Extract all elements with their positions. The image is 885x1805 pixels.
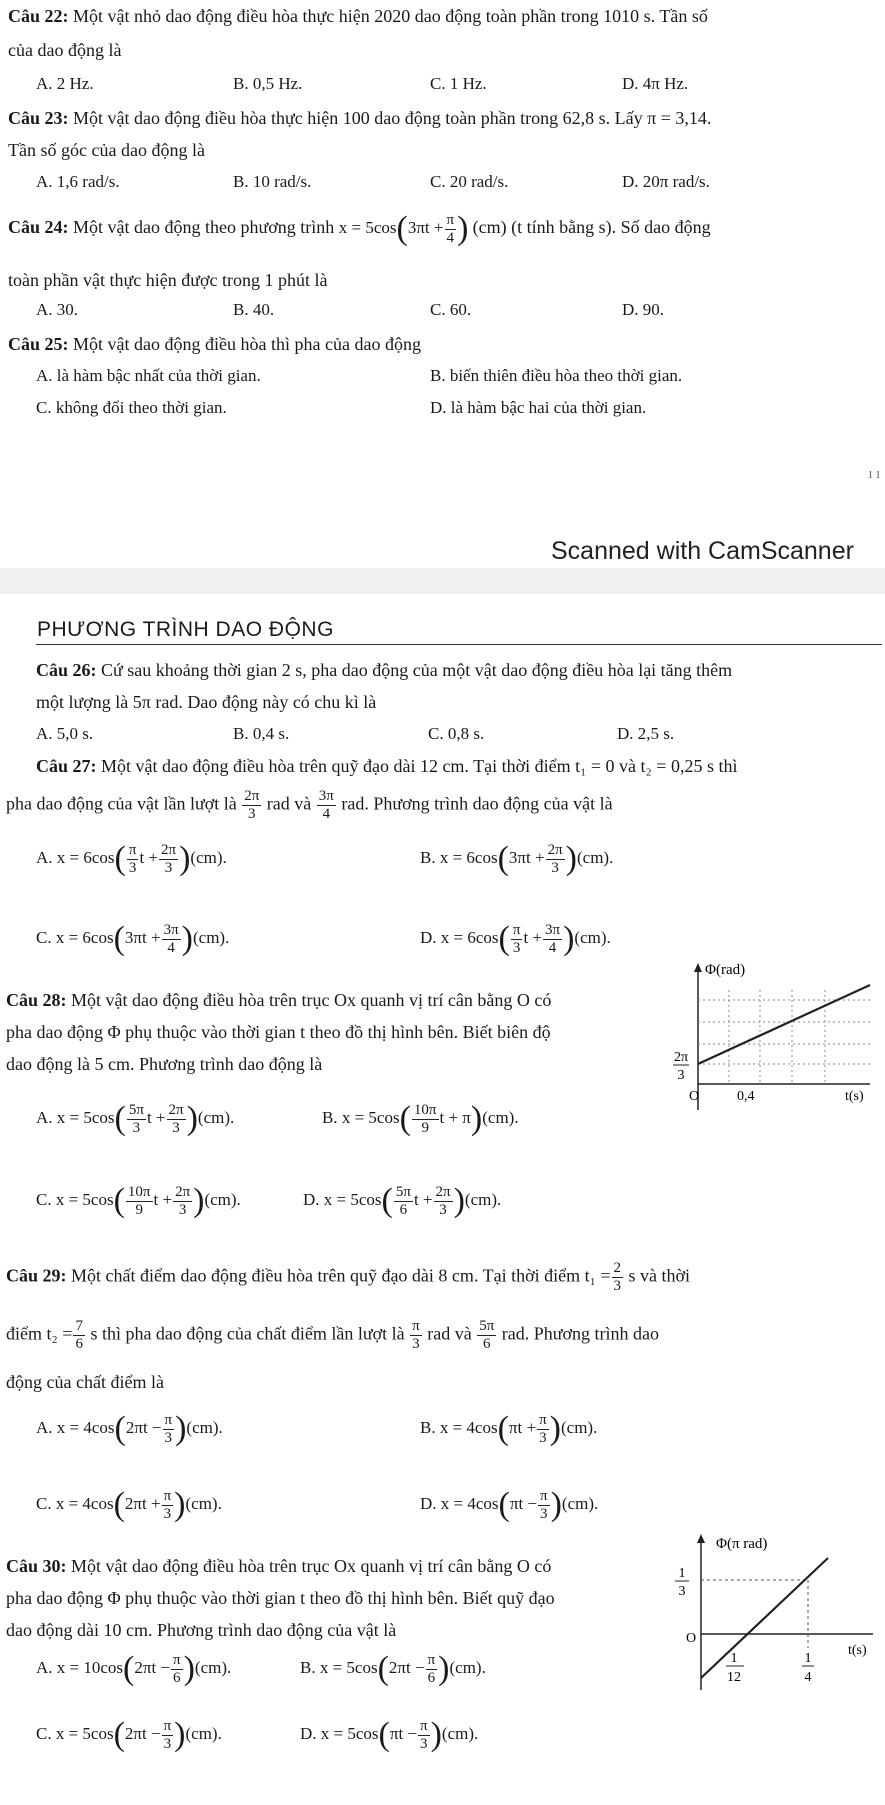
q29-line2 xyxy=(6,1318,659,1353)
q30-line3: dao động dài 10 cm. Phương trình dao động của vật là xyxy=(6,1620,397,1640)
q27-text2a: pha dao động của vật lần lượt là xyxy=(6,793,237,814)
q26-option-b: B. 0,4 s. xyxy=(233,724,290,743)
q29-a-n: π xyxy=(164,1411,173,1428)
q30-d-d: 3 xyxy=(420,1735,428,1752)
q25-option-c: C. không đổi theo thời gian. xyxy=(36,398,227,417)
q24-eq-den: 4 xyxy=(446,229,455,246)
q28-xlabel: t(s) xyxy=(845,1089,864,1104)
camscanner-watermark: Scanned with CamScanner xyxy=(551,537,854,565)
q30-phase-graph xyxy=(668,1530,880,1695)
q29-label: Câu 29: xyxy=(6,1265,67,1286)
q24-eq-frac xyxy=(445,212,457,247)
q30-line1 xyxy=(6,1556,551,1577)
q29-c-label: C. xyxy=(36,1493,52,1513)
q30-y-arrow xyxy=(697,1534,705,1543)
q22-option-a: A. 2 Hz. xyxy=(36,74,94,93)
q29-t2n: 7 xyxy=(75,1318,83,1334)
q28-a-frac2 xyxy=(167,1102,186,1137)
q27-option-c: C. x = 6cos(3πt + $\frac{3\pi}{4}$ )(cm). xyxy=(36,920,230,957)
q27-a-n1: π xyxy=(128,841,137,858)
q28-b-n1: 10π xyxy=(413,1101,437,1118)
q29-a-label: A. xyxy=(36,1417,53,1437)
q28-d-label: D. xyxy=(303,1189,320,1209)
q28-d-pre: x = 5cos xyxy=(323,1189,382,1209)
q27-c-frac xyxy=(162,922,181,957)
q30-a-mid: 2πt − xyxy=(134,1657,171,1677)
q28-b-d1: 9 xyxy=(421,1119,429,1136)
q29-b-label: B. xyxy=(420,1417,436,1437)
q26-option-c: C. 0,8 s. xyxy=(428,724,485,743)
q27-d-pre: x = 6cos xyxy=(440,927,499,947)
q28-c-mid: t + xyxy=(153,1189,173,1209)
q29-c-pre: x = 4cos xyxy=(55,1493,114,1513)
q27-c-d2: 4 xyxy=(167,939,175,956)
q28-origin: O xyxy=(689,1089,700,1104)
q24-line2: toàn phần vật thực hiện được trong 1 phút là xyxy=(8,270,328,290)
q29-d-mid: πt − xyxy=(509,1493,538,1513)
q28-b-frac xyxy=(412,1102,439,1137)
q28-option-d: D. x = 5cos( $\frac{5\pi}{6}$ t + $\frac{2\pi}{3}$ )(cm). xyxy=(303,1182,502,1219)
q28-line3: dao động là 5 cm. Phương trình dao động là xyxy=(6,1054,323,1074)
section-rule xyxy=(36,644,882,645)
q28-c-n1: 10π xyxy=(127,1183,151,1200)
q30-a-pre: x = 10cos xyxy=(56,1657,124,1677)
q30-c-frac xyxy=(162,1718,174,1753)
q27-d-d2: 4 xyxy=(548,939,557,956)
q23-option-b: B. 10 rad/s. xyxy=(233,172,312,191)
q29-text1a: Một chất điểm dao động điều hòa trên quỹ đạo dài 8 cm. Tại thời điểm xyxy=(71,1265,581,1286)
q22-line1 xyxy=(8,6,708,27)
q29-c-mid: 2πt + xyxy=(124,1493,161,1513)
q27-f2d: 4 xyxy=(322,806,331,822)
q27-text: Một vật dao động điều hòa trên quỹ đạo dài 12 cm. Tại thời điểm t₁ = 0 và t₂ = 0,25 s thì xyxy=(101,756,738,776)
q28-a-d1: 3 xyxy=(132,1119,141,1136)
q28-a-pre: x = 5cos xyxy=(56,1107,115,1127)
q30-d-post: (cm). xyxy=(441,1723,479,1743)
q27-a-label: A. xyxy=(36,847,53,867)
q28-d-frac1 xyxy=(394,1184,413,1219)
q29-t1: t₁ = xyxy=(584,1265,611,1286)
q29-text2b: s thì pha dao động của chất điểm lần lượt là xyxy=(90,1323,405,1344)
q29-b-n: π xyxy=(539,1411,547,1428)
q30-line2: pha dao động Φ phụ thuộc vào thời gian t theo đồ thị hình bên. Biết quỹ đạo xyxy=(6,1588,555,1608)
q30-d-frac xyxy=(418,1718,430,1753)
q29-text1b: s và thời xyxy=(628,1265,691,1286)
q23-label: Câu 23: xyxy=(8,108,69,128)
q22-option-b: B. 0,5 Hz. xyxy=(233,74,303,93)
q30-c-label: C. xyxy=(36,1723,52,1743)
q27-a-d2: 3 xyxy=(164,859,173,876)
q29-mid: rad và xyxy=(427,1323,472,1344)
q28-c-label: C. xyxy=(36,1189,52,1209)
q30-xtick2-den: 4 xyxy=(804,1670,812,1685)
q30-origin: O xyxy=(686,1631,697,1646)
q29-d-frac xyxy=(538,1488,550,1523)
q25-option-a: A. là hàm bậc nhất của thời gian. xyxy=(36,366,261,385)
q28-a-frac1 xyxy=(127,1102,146,1137)
q24-option-a: A. 30. xyxy=(36,300,79,319)
q28-d-post: (cm). xyxy=(464,1189,502,1209)
section-title: PHƯƠNG TRÌNH DAO ĐỘNG xyxy=(37,618,334,641)
q28-c-frac1 xyxy=(126,1184,153,1219)
q26-label: Câu 26: xyxy=(36,660,97,680)
q23-text: Một vật dao động điều hòa thực hiện 100 dao động toàn phần trong 62,8 s. Lấy π = 3,14. xyxy=(73,108,712,128)
q28-option-a: A. x = 5cos( $\frac{5\pi}{3}$ t + $\frac{2\pi}{3}$ )(cm). xyxy=(36,1100,235,1137)
q23-option-d: D. 20π rad/s. xyxy=(622,172,710,191)
q27-b-label: B. xyxy=(420,847,436,867)
q27-b-frac xyxy=(546,842,565,877)
q24-option-b: B. 40. xyxy=(233,300,275,319)
q28-option-c: C. x = 5cos( $\frac{10\pi}{9}$ t + $\frac{2\pi}{3}$ )(cm). xyxy=(36,1182,241,1219)
q27-f1n: 2π xyxy=(244,788,260,804)
q25-text: Một vật dao động điều hòa thì pha của dao động xyxy=(73,334,421,354)
q28-text: Một vật dao động điều hòa trên trục Ox quanh vị trí cân bằng O có xyxy=(71,990,552,1010)
q30-xtick1-num: 1 xyxy=(730,1651,738,1666)
q28-a-d2: 3 xyxy=(172,1119,180,1136)
q28-b-mid: t + π xyxy=(439,1107,471,1127)
q28-line2: pha dao động Φ phụ thuộc vào thời gian t theo đồ thị hình bên. Biết biên độ xyxy=(6,1022,551,1042)
q22-option-c: C. 1 Hz. xyxy=(430,74,487,93)
q28-a-mid: t + xyxy=(146,1107,166,1127)
q30-b-label: B. xyxy=(300,1657,316,1677)
q27-b-pre: x = 6cos xyxy=(439,847,498,867)
q30-c-pre: x = 5cos xyxy=(55,1723,114,1743)
q27-d-n1: π xyxy=(512,921,521,938)
q27-c-pre: x = 6cos xyxy=(55,927,114,947)
q28-d-n1: 5π xyxy=(395,1183,411,1200)
q27-d-frac1 xyxy=(511,922,523,957)
q30-b-mid: 2πt − xyxy=(388,1657,425,1677)
q28-c-d1: 9 xyxy=(135,1201,143,1218)
q28-ytick-num: 2π xyxy=(673,1050,689,1065)
q29-p2d: 6 xyxy=(482,1336,491,1352)
q27-d-mid: t + xyxy=(523,927,542,947)
q30-b-frac xyxy=(426,1652,438,1687)
q27-mid: rad và xyxy=(266,793,312,814)
q30-ytick-num: 1 xyxy=(678,1566,686,1581)
q30-a-frac xyxy=(171,1652,183,1687)
q29-b-mid: πt + xyxy=(508,1417,537,1437)
q29-t2-frac xyxy=(73,1318,85,1353)
q28-d-d2: 3 xyxy=(439,1201,447,1218)
q28-d-n2: 2π xyxy=(435,1183,451,1200)
q27-d-label: D. xyxy=(420,927,437,947)
q28-a-n2: 2π xyxy=(168,1101,184,1118)
q28-c-n2: 2π xyxy=(175,1183,191,1200)
q29-b-d: 3 xyxy=(539,1429,547,1446)
q25-label: Câu 25: xyxy=(8,334,69,354)
q29-b-frac xyxy=(537,1412,549,1447)
q27-c-n2: 3π xyxy=(163,921,179,938)
q30-b-n: π xyxy=(427,1651,436,1668)
q30-c-d: 3 xyxy=(163,1735,172,1752)
q30-b-d: 6 xyxy=(427,1669,436,1686)
q22-label: Câu 22: xyxy=(8,6,69,26)
q25-line1 xyxy=(8,334,421,355)
q28-option-b: B. x = 5cos( $\frac{10\pi}{9}$ t + π)(cm). xyxy=(322,1100,519,1137)
q30-d-pre: x = 5cos xyxy=(320,1723,379,1743)
q29-t1-frac xyxy=(612,1260,624,1295)
q27-d-n2: 3π xyxy=(545,921,561,938)
q27-a-n2: 2π xyxy=(161,841,177,858)
q27-a-mid: t + xyxy=(139,847,158,867)
q24-eq-right: (cm) (t tính bằng s). Số dao động xyxy=(472,216,711,237)
q28-c-d2: 3 xyxy=(178,1201,187,1218)
q27-a-post: (cm). xyxy=(190,847,227,867)
q30-a-label: A. xyxy=(36,1657,53,1677)
q29-text2a: điểm xyxy=(6,1323,42,1344)
q29-text2c: rad. Phương trình dao xyxy=(501,1323,660,1344)
q30-a-post: (cm). xyxy=(194,1657,232,1677)
q30-option-b: B. x = 5cos(2πt − $\frac{\pi}{6}$ )(cm). xyxy=(300,1650,486,1687)
q25-option-b: B. biến thiên điều hòa theo thời gian. xyxy=(430,366,683,385)
q29-p1n: π xyxy=(412,1318,420,1334)
q30-c-n: π xyxy=(163,1717,172,1734)
q30-label: Câu 30: xyxy=(6,1556,67,1576)
q30-d-mid: πt − xyxy=(389,1723,418,1743)
q29-c-n: π xyxy=(163,1487,172,1504)
q27-b-post: (cm). xyxy=(576,847,614,867)
q27-d-frac2 xyxy=(543,922,562,957)
q29-line1 xyxy=(6,1260,690,1295)
q30-option-c: C. x = 5cos(2πt − $\frac{\pi}{3}$ )(cm). xyxy=(36,1716,222,1753)
q29-d-n: π xyxy=(540,1487,548,1504)
q26-option-a: A. 5,0 s. xyxy=(36,724,94,743)
q24-option-d: D. 90. xyxy=(622,300,665,319)
q26-text: Cứ sau khoảng thời gian 2 s, pha dao động của một vật dao động điều hòa lại tăng thêm xyxy=(101,660,733,680)
q27-b-mid: 3πt + xyxy=(508,847,545,867)
q27-option-b: B. x = 6cos(3πt + $\frac{2\pi}{3}$ )(cm). xyxy=(420,840,614,877)
q23-line2: Tần số góc của dao động là xyxy=(8,140,205,160)
q27-d-post: (cm). xyxy=(574,927,611,947)
q27-c-post: (cm). xyxy=(192,927,230,947)
q27-c-mid: 3πt + xyxy=(124,927,161,947)
q30-d-n: π xyxy=(420,1717,428,1734)
q30-c-post: (cm). xyxy=(185,1723,222,1743)
q30-c-mid: 2πt − xyxy=(124,1723,161,1743)
q30-d-label: D. xyxy=(300,1723,317,1743)
q27-line2 xyxy=(6,788,613,823)
q27-a-d1: 3 xyxy=(128,859,137,876)
q29-c-frac xyxy=(162,1488,174,1523)
q29-line3: động của chất điểm là xyxy=(6,1372,164,1392)
q27-label: Câu 27: xyxy=(36,756,97,776)
q30-option-a: A. x = 10cos(2πt − $\frac{\pi}{6}$ )(cm). xyxy=(36,1650,232,1687)
q23-line1 xyxy=(8,108,711,129)
q28-phase-graph xyxy=(655,960,877,1115)
q29-a-mid: 2πt − xyxy=(125,1417,162,1437)
q30-a-d: 6 xyxy=(173,1669,181,1686)
q27-a-pre: x = 6cos xyxy=(56,847,115,867)
q28-a-label: A. xyxy=(36,1107,53,1127)
q29-d-pre: x = 4cos xyxy=(440,1493,499,1513)
q28-d-mid: t + xyxy=(413,1189,433,1209)
q28-c-post: (cm). xyxy=(204,1189,241,1209)
q24-label: Câu 24: xyxy=(8,216,69,237)
q30-ylabel: Φ(π rad) xyxy=(716,1536,768,1552)
q29-p1-frac xyxy=(410,1318,422,1353)
q26-line1 xyxy=(36,660,732,681)
q28-a-post: (cm). xyxy=(197,1107,235,1127)
q29-a-d: 3 xyxy=(164,1429,173,1446)
q26-option-d: D. 2,5 s. xyxy=(617,724,675,743)
q29-b-pre: x = 4cos xyxy=(439,1417,498,1437)
q29-d-d: 3 xyxy=(540,1505,548,1522)
q24-eq-inner: 3πt + xyxy=(407,217,444,237)
q27-frac-1 xyxy=(242,788,261,823)
q29-a-pre: x = 4cos xyxy=(56,1417,115,1437)
q28-a-n1: 5π xyxy=(128,1101,144,1118)
q30-xtick2-num: 1 xyxy=(804,1651,812,1666)
q29-d-label: D. xyxy=(420,1493,437,1513)
q28-d-d1: 6 xyxy=(399,1201,408,1218)
q27-frac-2 xyxy=(317,788,336,823)
q25-option-d: D. là hàm bậc hai của thời gian. xyxy=(430,398,647,417)
q26-line2: một lượng là 5π rad. Dao động này có chu kì là xyxy=(36,692,377,712)
q29-option-d: D. x = 4cos(πt − $\frac{\pi}{3}$ )(cm). xyxy=(420,1486,599,1523)
q27-b-d2: 3 xyxy=(551,859,559,876)
q29-t2: t₂ = xyxy=(46,1323,73,1344)
q27-c-label: C. xyxy=(36,927,52,947)
q22-line2: của dao động là xyxy=(8,40,122,60)
q27-d-d1: 3 xyxy=(512,939,521,956)
q29-d-post: (cm). xyxy=(561,1493,599,1513)
q28-label: Câu 28: xyxy=(6,990,67,1010)
q29-c-d: 3 xyxy=(163,1505,172,1522)
q24-text: Một vật dao động theo phương trình xyxy=(73,216,335,237)
page-mark: 1 1 xyxy=(868,470,881,481)
q27-line1 xyxy=(36,756,737,777)
q29-p2n: 5π xyxy=(479,1318,495,1334)
q28-c-pre: x = 5cos xyxy=(55,1189,114,1209)
q28-line1 xyxy=(6,990,551,1011)
q28-b-label: B. xyxy=(322,1107,338,1127)
q29-t1d: 3 xyxy=(613,1278,622,1294)
q29-option-b: B. x = 4cos(πt + $\frac{\pi}{3}$ )(cm). xyxy=(420,1410,598,1447)
q27-option-a: A. x = 6cos( $\frac{\pi}{3}$ t + $\frac{2\pi}{3}$ )(cm). xyxy=(36,840,227,877)
q28-c-frac2 xyxy=(173,1184,192,1219)
q27-f1d: 3 xyxy=(248,806,256,822)
q27-a-frac1 xyxy=(127,842,139,877)
q24-equation: x = 5cos(3πt + $\frac{\pi}{4}$ ) xyxy=(338,210,469,247)
q23-option-c: C. 20 rad/s. xyxy=(430,172,509,191)
q24-eq-left: x = 5cos xyxy=(338,217,397,237)
q27-f2n: 3π xyxy=(318,788,334,804)
q23-option-a: A. 1,6 rad/s. xyxy=(36,172,120,191)
q30-xtick1-den: 12 xyxy=(727,1670,741,1685)
q28-y-arrow xyxy=(694,963,702,972)
q30-a-n: π xyxy=(173,1651,181,1668)
q28-b-post: (cm). xyxy=(482,1107,519,1127)
q22-text: Một vật nhỏ dao động điều hòa thực hiện 2020 dao động toàn phần trong 1010 s. Tần số xyxy=(73,6,708,26)
q27-a-frac2 xyxy=(159,842,178,877)
q24-option-c: C. 60. xyxy=(430,300,472,319)
q30-b-pre: x = 5cos xyxy=(319,1657,378,1677)
q30-b-post: (cm). xyxy=(449,1657,486,1677)
q22-option-d: D. 4π Hz. xyxy=(622,74,689,93)
q29-p2-frac xyxy=(477,1318,496,1353)
q29-option-a: A. x = 4cos(2πt − $\frac{\pi}{3}$ )(cm). xyxy=(36,1410,223,1447)
q29-b-post: (cm). xyxy=(560,1417,598,1437)
q30-option-d: D. x = 5cos(πt − $\frac{\pi}{3}$ )(cm). xyxy=(300,1716,479,1753)
q29-t2d: 6 xyxy=(75,1336,83,1352)
q29-t1n: 2 xyxy=(613,1260,622,1276)
q28-ytick-den: 3 xyxy=(677,1068,685,1083)
q30-xlabel: t(s) xyxy=(848,1643,867,1658)
q28-phase-line xyxy=(698,985,870,1064)
q29-option-c: C. x = 4cos(2πt + $\frac{\pi}{3}$ )(cm). xyxy=(36,1486,222,1523)
q28-ylabel: Φ(rad) xyxy=(705,962,746,978)
q24-eq-num: π xyxy=(446,211,455,228)
q27-b-n2: 2π xyxy=(547,841,563,858)
q28-d-frac2 xyxy=(434,1184,453,1219)
q29-p1d: 3 xyxy=(412,1336,420,1352)
q28-xtick: 0,4 xyxy=(737,1089,755,1104)
q29-a-post: (cm). xyxy=(186,1417,223,1437)
q27-option-d: D. x = 6cos( $\frac{\pi}{3}$ t + $\frac{3\pi}{4}$ )(cm). xyxy=(420,920,611,957)
q27-text2b: rad. Phương trình dao động của vật là xyxy=(341,793,613,814)
page-separator xyxy=(0,568,885,594)
q24-line1 xyxy=(8,210,711,248)
q29-c-post: (cm). xyxy=(185,1493,222,1513)
q30-text: Một vật dao động điều hòa trên trục Ox quanh vị trí cân bằng O có xyxy=(71,1556,552,1576)
q30-ytick-den: 3 xyxy=(678,1584,686,1599)
q29-a-frac xyxy=(163,1412,175,1447)
q28-b-pre: x = 5cos xyxy=(341,1107,400,1127)
